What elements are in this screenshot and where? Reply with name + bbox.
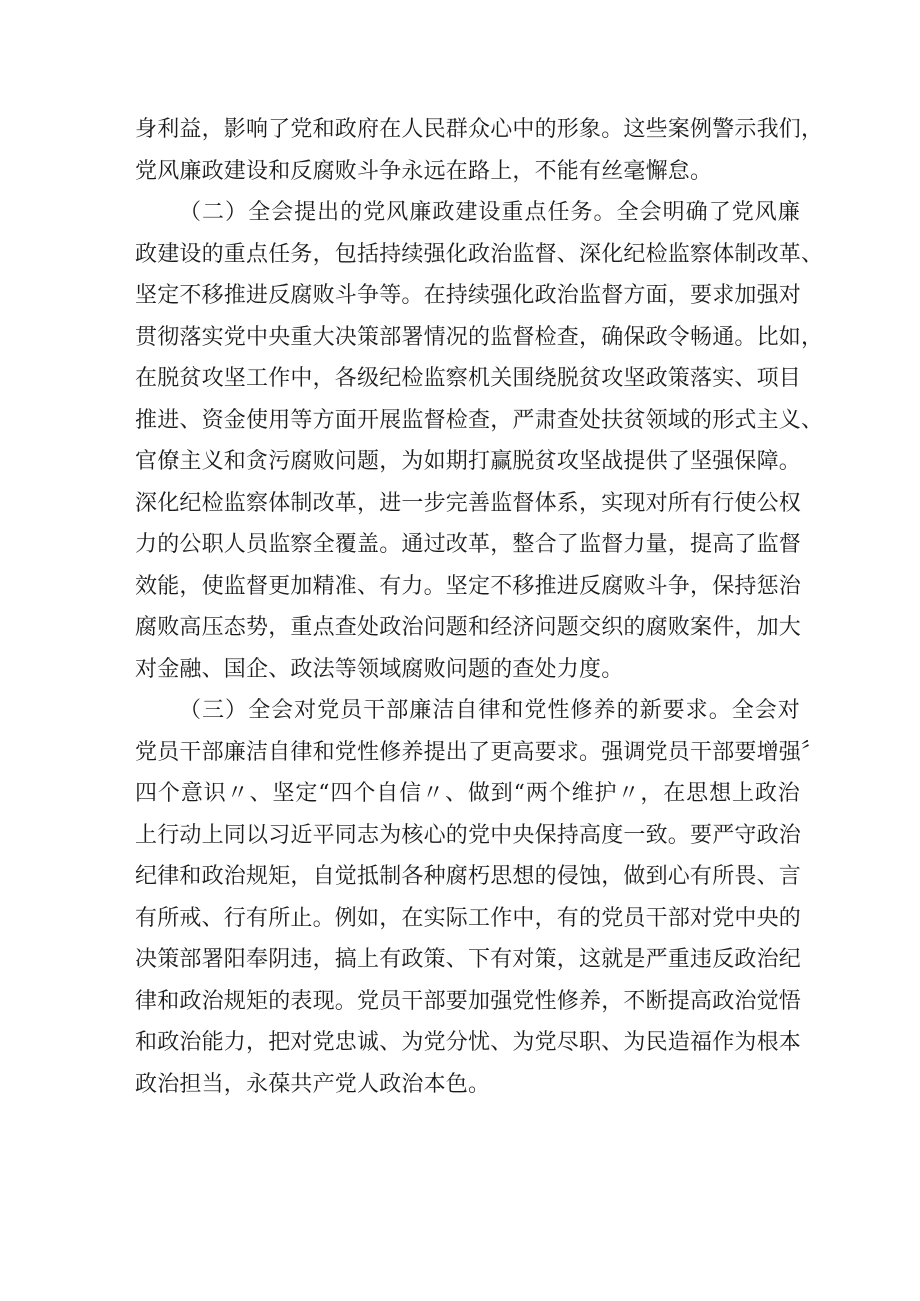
text-line: 纪律和政治规矩，自觉抵制各种腐朽思想的侵蚀，做到心有所畏、言 (135, 864, 802, 889)
paragraph-new-requirements (135, 698, 824, 1098)
text-line: 力的公职人员监察全覆盖。通过改革，整合了监督力量，提高了监督 (135, 532, 802, 557)
text-line: 效能，使监督更加精准、有力。坚定不移推进反腐败斗争，保持惩治 (135, 573, 802, 599)
text-line: 官僚主义和贪污腐败问题，为如期打赢脱贫攻坚战提供了坚强保障。 (135, 449, 802, 474)
text-line: 深化纪检监察体制改革，进一步完善监督体系，实现对所有行使公权 (135, 490, 802, 516)
text-line: 在脱贫攻坚工作中，各级纪检监察机关围绕脱贫攻坚政策落实、项目 (135, 366, 802, 391)
text-line: 腐败高压态势，重点查处政治问题和经济问题交织的腐败案件，加大 (135, 615, 802, 640)
text-line: 身利益，影响了党和政府在人民群众心中的形象。这些案例警示我们， (135, 117, 824, 142)
text-line: 坚定不移推进反腐败斗争等。在持续强化政治监督方面，要求加强对 (135, 283, 802, 308)
text-line: 和政治能力，把对党忠诚、为党分忧、为党尽职、为民造福作为根本 (135, 1030, 802, 1055)
text-line: 贯彻落实党中央重大决策部署情况的监督检查，确保政令畅通。比如， (135, 324, 824, 350)
text-line: 党员干部廉洁自律和党性修养提出了更高要求。强调党员干部要增强〞 (135, 739, 824, 765)
text-line: （三）全会对党员干部廉洁自律和党性修养的新要求。全会对 (179, 698, 800, 723)
text-line: 四个意识〃、坚定“四个自信〃、做到“两个维护〃，在思想上政治 (135, 781, 800, 806)
text-line: 决策部署阳奉阴违，搞上有政策、下有对策，这就是严重违反政治纪 (135, 947, 802, 972)
text-line: 党风廉政建设和反腐败斗争永远在路上，不能有丝毫懈怠。 (135, 158, 713, 184)
text-line: 有所戒、行有所止。例如，在实际工作中，有的党员干部对党中央的 (135, 905, 802, 931)
paragraph-continuation (135, 117, 824, 185)
text-line: （二）全会提出的党风廉政建设重点任务。全会明确了党风廉 (179, 200, 800, 225)
text-line: 政治担当，永葆共产党人政治本色。 (135, 1071, 491, 1097)
paragraph-key-tasks (135, 200, 824, 683)
text-line: 对金融、国企、政法等领域腐败问题的查处力度。 (135, 656, 624, 682)
text-line: 律和政治规矩的表现。党员干部要加强党性修养，不断提高政治觉悟 (135, 988, 802, 1014)
text-line: 政建设的重点任务，包括持续强化政治监督、深化纪检监察体制改革、 (135, 241, 824, 267)
text-line: 推进、资金使用等方面开展监督检查，严肃查处扶贫领域的形式主义、 (135, 407, 824, 433)
document-body (135, 117, 824, 1113)
text-line: 上行动上同以习近平同志为核心的党中央保持高度一致。要严守政治 (135, 822, 802, 848)
